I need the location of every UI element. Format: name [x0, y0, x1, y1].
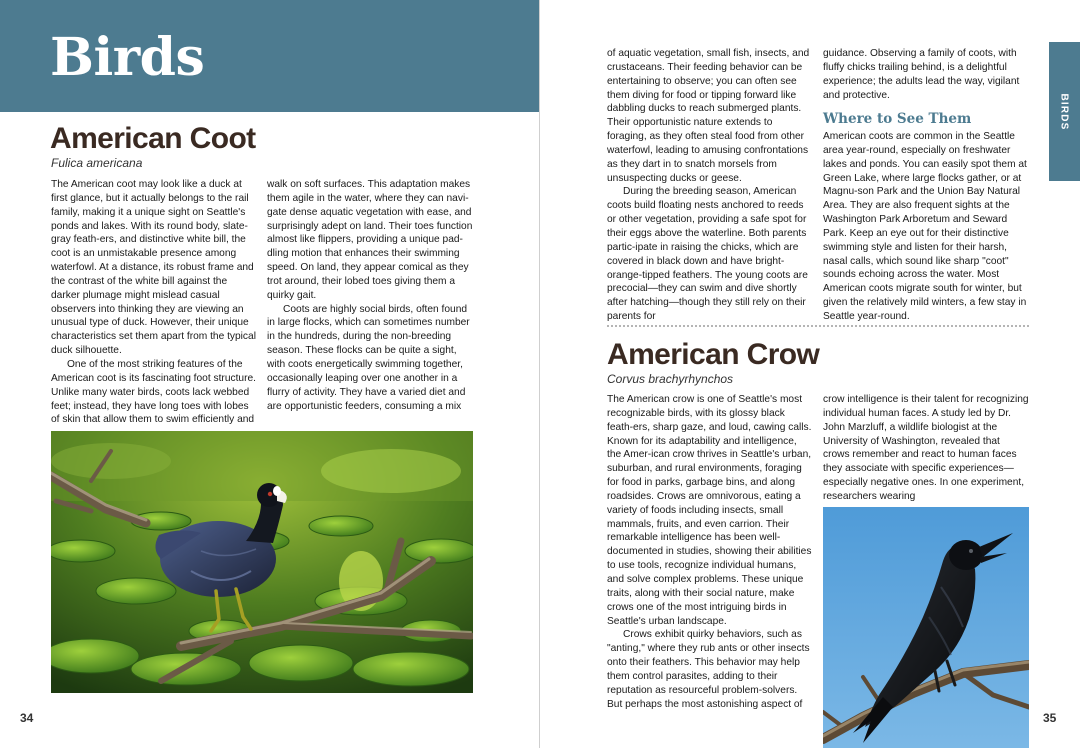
section-divider — [607, 325, 1029, 327]
coot-text-column-1 — [51, 178, 257, 427]
paragraph: guidance. Observing a family of coots, with fluffy chicks trailing behind, is a delightful experience; the adults lead the way, vigilant and protective. — [823, 48, 1020, 101]
paragraph: The American coot may look like a duck at first glance, but it actually belongs to the rail family, making it a unique sight on Seattle's ponds and lakes. With its round body, slate-gray feath-ers, and distinctive white bill, the coot is an unmistakable presence among waterfowl. At a distance, its robust frame and the contrast of the white bill against the darker plumage might mislead casual observers into thinking they are viewing an unusual type of duck. However, their unique characteristics set them apart from the typical duck silhouette. — [51, 179, 256, 357]
paragraph: of aquatic vegetation, small fish, insects, and crustaceans. Their feeding behavior can be entertaining to observe; you can often see them diving for food or tipping forward like dabbling ducks to reach submerged plants. Their opportunistic nature extends to foraging, as they often steal food from other waterfowl, leading to amusing confrontations as they dart in to snatch morsels from unsuspecting ducks or geese. — [607, 48, 810, 184]
paragraph: Crows exhibit quirky behaviors, such as "anting," where they rub ants or other insects onto their feathers. This behavior may help them control parasites, adding to their reputation as resourceful problem-solvers. But perhaps the most astonishing aspect of — [607, 629, 810, 710]
coot-continued-column-2 — [823, 47, 1029, 102]
section-tab — [1049, 42, 1080, 181]
paragraph: Coots are highly social birds, often found in large flocks, which can sometimes number in the hundreds, during the non-breeding season. These flocks can be quite a sight, with coots energetically swimming together, occasionally leaping over one another in a flurry of activity. They have a varied diet and are opportunistic feeders, consuming a mix — [267, 303, 470, 412]
crow-title: American Crow — [607, 338, 820, 371]
section-tab-label: BIRDS — [1058, 93, 1070, 131]
crow-text-column-2 — [823, 393, 1029, 504]
crow-text-column-1 — [607, 393, 813, 711]
page-number-left: 34 — [20, 711, 34, 725]
paragraph: One of the most striking features of the American coot is its fascinating foot structure. Unlike many water birds, coots lack webbed feet; instead, they have long toes with lobes of skin that allow them to swim efficiently and — [51, 358, 256, 426]
coot-photo — [51, 431, 473, 693]
paragraph: The American crow is one of Seattle's most recognizable birds, with its glossy black feath-ers, sharp gaze, and loud, cawing calls. Known for its adaptability and intelligence, the Amer-ican crow thrives in Seattle's urban, suburban, and rural environments, foraging for food in parks, garbage bins, and along roadsides. Crows are omnivorous, eating a variety of foods including insects, small mammals, fruits, and even carrion. Their remarkable intelligence has been well-documented in studies, showing their abilities to use tools, recognize individual humans, and solve complex problems. These unique traits, along with their social nature, make crows one of the most intriguing birds in Seattle's urban landscape. — [607, 394, 812, 627]
paragraph: walk on soft surfaces. This adaptation makes them agile in the water, where they can navi-gate dense aquatic vegetation with ease, and surprisingly adept on land. Their toes function almost like flippers, providing a unique pad-dling motion that enhances their swimming speed. On land, they appear comical as they trot around, their lobed toes giving them a quirky gait. — [267, 179, 473, 301]
coot-continued-column-1 — [607, 47, 813, 324]
crow-scientific-name: Corvus brachyrhynchos — [607, 372, 734, 386]
coot-title: American Coot — [50, 122, 256, 155]
paragraph: crow intelligence is their talent for recognizing individual human faces. A study led by Dr. John Marzluff, a wildlife biologist at the University of Washington, revealed that crows remember and react to human faces they associate with specific experiences—especially negative ones. In one experiment, researchers wearing — [823, 394, 1029, 502]
crow-photo — [823, 507, 1029, 748]
page-number-right: 35 — [1043, 711, 1057, 725]
chapter-banner — [0, 0, 539, 112]
coot-scientific-name: Fulica americana — [51, 156, 143, 170]
where-to-see-text — [823, 130, 1029, 324]
page-gutter — [539, 0, 540, 748]
coot-text-column-2 — [267, 178, 473, 413]
paragraph: American coots are common in the Seattle area year-round, especially on freshwater lakes and ponds. You can easily spot them at Green Lake, where large flocks gather, or at Magnu-son Park and the Union Bay Natural Area. They are also frequent sights at the Washington Park Arboretum and Seward Park. Keep an eye out for their distinctive swimming style and listen for their harsh, nasal calls, which sound like sharp "coot" sounds echoing across the water. Most American coots migrate south for winter, but given the relatively mild winters, a few stay in Seattle year-round. — [823, 131, 1027, 322]
chapter-title: Birds — [50, 27, 205, 88]
paragraph: During the breeding season, American coots build floating nests anchored to reeds or other vegetation, providing a safe spot for their eggs above the waterline. Both parents partic-ipate in raising the chicks, which are covered in black down and have bright-orange-tipped feathers. The young coots are precocial—they can swim and dive shortly after hatching—though they still rely on their parents for — [607, 186, 808, 323]
where-to-see-heading: Where to See Them — [823, 111, 972, 127]
